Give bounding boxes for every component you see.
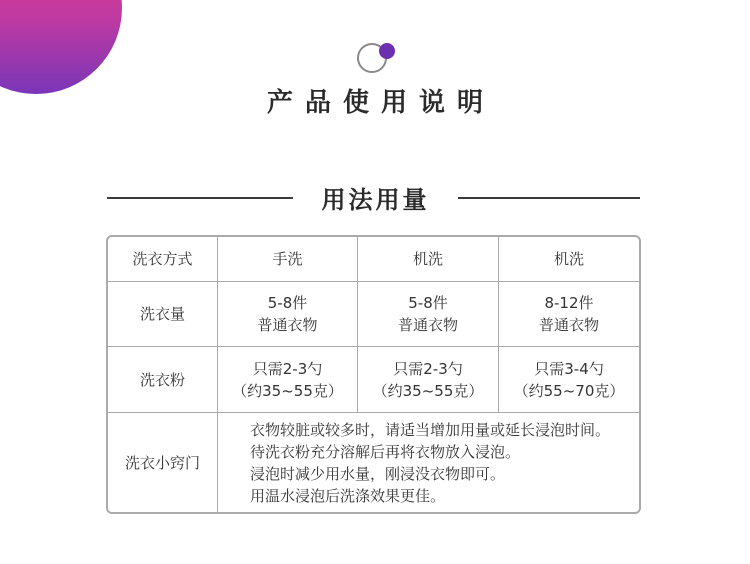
tips-cell: [218, 413, 639, 512]
tip-line: 浸泡时减少用水量，刚浸没衣物即可。: [250, 464, 506, 483]
usage-table: [106, 235, 641, 514]
section-divider-right: [458, 197, 640, 199]
amount-cell-machine-2: [499, 282, 639, 346]
table-row-tips: [108, 413, 639, 512]
tip-line: 用温水浸泡后洗涤效果更佳。: [250, 486, 446, 505]
table-row-method: [108, 237, 639, 282]
decorative-gradient-circle: [0, 0, 122, 94]
tip-line: 衣物较脏或较多时，请适当增加用量或延长浸泡时间。: [250, 420, 611, 439]
column-machine-wash-1: 机洗: [358, 237, 499, 281]
table-row-powder: [108, 347, 639, 413]
row-label-method: 洗衣方式: [108, 237, 218, 281]
row-label-amount: 洗衣量: [108, 282, 218, 346]
amount-note: 普通衣物: [257, 316, 318, 334]
tip-line: 待洗衣粉充分溶解后再将衣物放入浸泡。: [250, 442, 521, 461]
logo-dot-icon: [379, 43, 395, 59]
row-label-powder: 洗衣粉: [108, 347, 218, 412]
amount-count: 5-8件: [267, 294, 308, 312]
powder-scoops: 只需2-3勺: [252, 359, 323, 378]
section-divider-left: [107, 197, 293, 199]
powder-cell-machine-2: [499, 347, 639, 412]
row-label-tips: 洗衣小窍门: [108, 413, 218, 512]
column-hand-wash: 手洗: [218, 237, 358, 281]
amount-count: 8-12件: [544, 294, 594, 312]
section-title: 用法用量: [321, 186, 430, 214]
amount-note: 普通衣物: [397, 316, 458, 334]
powder-grams: （约55~70克）: [513, 381, 625, 400]
powder-scoops: 只需2-3勺: [393, 359, 463, 378]
page-title: 产品使用说明: [266, 88, 495, 118]
column-machine-wash-2: 机洗: [553, 250, 584, 268]
powder-scoops: 只需3-4勺: [534, 359, 604, 378]
powder-grams: （约35~55克）: [372, 381, 484, 400]
amount-cell-machine-1: [358, 282, 499, 346]
powder-cell-hand: [218, 347, 358, 412]
powder-cell-machine-1: [358, 347, 499, 412]
amount-note: 普通衣物: [538, 316, 599, 334]
table-row-amount: [108, 282, 639, 347]
amount-cell-hand: [218, 282, 358, 346]
amount-count: 5-8件: [408, 294, 448, 312]
powder-grams: （约35~55克）: [232, 381, 343, 400]
